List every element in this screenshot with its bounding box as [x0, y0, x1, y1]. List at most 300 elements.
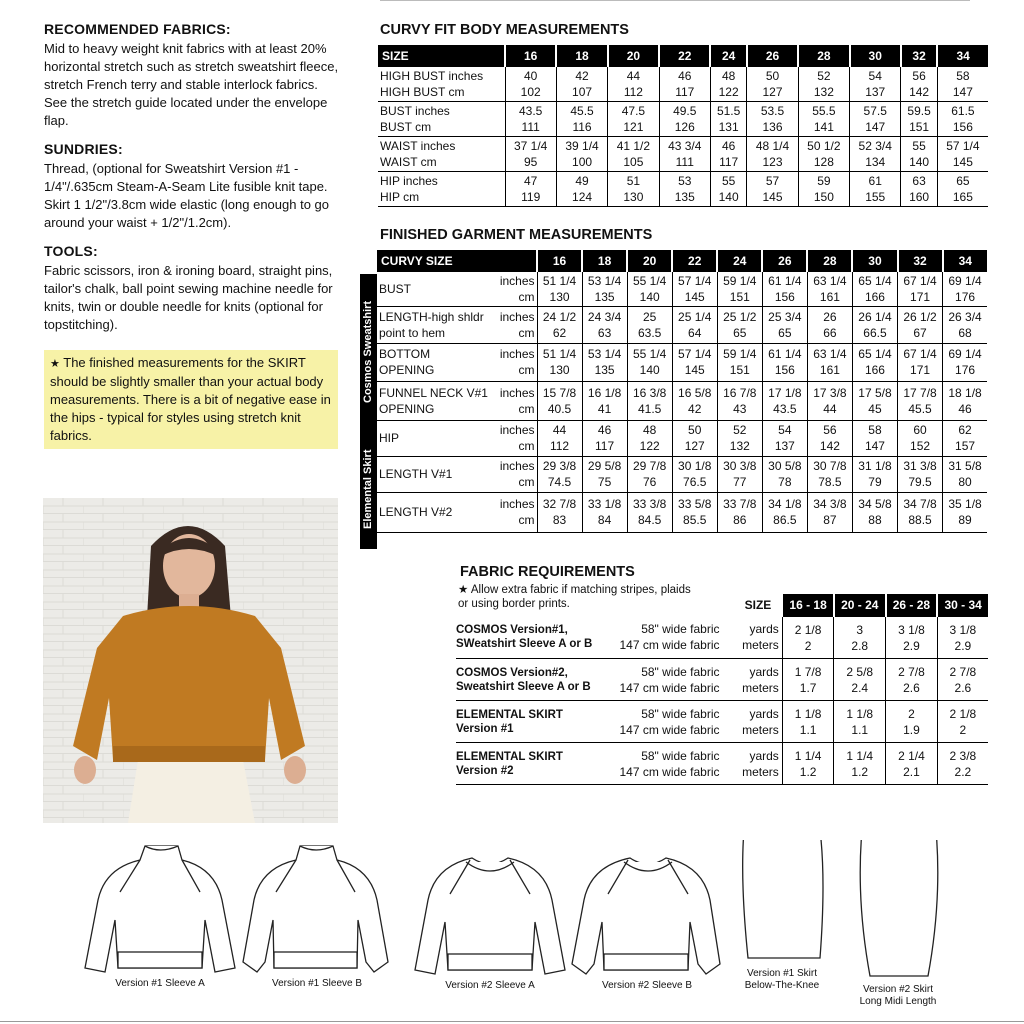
cell-value: 44: [823, 401, 837, 416]
cell-value: 147 cm wide fabric: [619, 680, 720, 695]
cell-value: 57 1/4: [678, 347, 712, 361]
table-cell: [943, 492, 987, 532]
cell-value: 130: [623, 190, 644, 204]
cell-value: 1.2: [799, 764, 817, 779]
table-cell: [556, 172, 607, 207]
cell-value: 78.5: [818, 475, 842, 489]
garment-name: [456, 701, 613, 743]
table-cell: [717, 381, 762, 420]
table-cell: [852, 456, 897, 492]
skirt-v1-drawing: [743, 840, 823, 958]
cell-value: 26 3/4: [948, 309, 982, 324]
table-cell: [898, 272, 943, 306]
row-label: [377, 420, 491, 456]
cell-value: BOTTOM: [379, 347, 431, 361]
table-cell: [762, 456, 807, 492]
cell-value: 25 3/4: [768, 309, 802, 324]
table-cell: [556, 102, 607, 137]
cell-value: 62: [958, 423, 972, 437]
cell-value: 26: [823, 309, 837, 324]
caption-skirt-v1-line1: Version #1 Skirt: [746, 968, 818, 979]
cell-value: 56: [823, 423, 837, 437]
cell-value: 2: [804, 638, 812, 653]
table-cell: [898, 456, 943, 492]
cell-value: 124: [572, 190, 593, 204]
cell-value: 127: [684, 439, 705, 453]
cell-value: 65: [956, 174, 970, 188]
cell-value: 45.5: [908, 401, 932, 416]
cell-value: 74.5: [547, 475, 572, 489]
cell-value: 100: [572, 155, 593, 169]
table-cell: [717, 420, 762, 456]
cell-value: 84.5: [637, 513, 662, 527]
cell-value: 2 7/8: [898, 664, 925, 679]
cell-value: yards: [749, 622, 779, 637]
star-icon: ★: [50, 358, 60, 370]
table-cell: [505, 67, 556, 102]
table-cell: [850, 67, 901, 102]
cell-value: 41 1/2: [616, 139, 651, 153]
table-row: [378, 137, 988, 172]
model-photo: [43, 498, 338, 823]
table-row: [378, 67, 988, 102]
table-cell: [782, 743, 834, 785]
cell-value: 53: [678, 174, 692, 188]
cell-value: 51: [626, 174, 641, 188]
cell-value: WAIST inches: [380, 139, 456, 153]
cell-value: 135: [674, 190, 695, 204]
table-cell: [556, 137, 607, 172]
cell-value: inches: [499, 309, 535, 324]
table-cell: [807, 381, 852, 420]
table-cell: [717, 343, 762, 381]
fabrics-title: RECOMMENDED FABRICS:: [44, 21, 231, 37]
cell-value: 126: [674, 120, 695, 134]
cell-value: SWeatshirt Sleeve A or B: [456, 638, 593, 651]
row-unit: [724, 617, 783, 659]
table-cell: [898, 492, 943, 532]
cell-value: LENGTH V#2: [379, 505, 453, 519]
table-cell: [886, 617, 938, 659]
cell-value: ELEMENTAL SKIRT: [456, 750, 563, 763]
cell-value: 52 3/4: [858, 139, 892, 153]
table-cell: [717, 272, 762, 306]
cell-value: 65 1/4: [858, 347, 892, 361]
cell-value: 2 1/8: [949, 706, 977, 721]
cell-value: cm: [518, 401, 535, 416]
table-cell: [886, 743, 938, 785]
cell-value: 2: [959, 722, 967, 737]
table-cell: [505, 172, 556, 207]
cell-value: 69 1/4: [948, 273, 982, 288]
cell-value: 33 5/8: [678, 497, 712, 511]
cell-value: 59: [817, 174, 831, 188]
row-unit: [491, 456, 537, 492]
fabric-width: [613, 659, 724, 701]
cell-value: 122: [718, 85, 739, 99]
star-icon: ★: [458, 584, 469, 596]
cell-value: LENGTH V#1: [379, 467, 453, 481]
cell-value: 123: [762, 155, 783, 169]
table-cell: [943, 343, 987, 381]
cell-value: 53 1/4: [587, 273, 622, 288]
table-cell: [582, 343, 627, 381]
cell-value: meters: [742, 680, 779, 695]
table-cell: [937, 172, 988, 207]
table-row: [378, 172, 988, 207]
table-row: [377, 456, 987, 492]
cell-value: 95: [524, 155, 538, 169]
table-cell: [807, 306, 852, 343]
cell-value: 51.5: [716, 104, 741, 118]
cell-value: 152: [910, 439, 931, 453]
cell-value: 89: [958, 513, 972, 527]
cell-value: 50: [765, 69, 780, 83]
row-label: [378, 67, 505, 102]
cell-value: 111: [521, 120, 540, 134]
cell-value: meters: [742, 722, 779, 737]
cell-value: 112: [549, 439, 570, 453]
table-cell: [582, 272, 627, 306]
table-cell: [710, 172, 746, 207]
cell-value: 156: [774, 289, 795, 304]
table-cell: [710, 67, 746, 102]
cell-value: 135: [594, 363, 615, 377]
cell-value: Version #2: [456, 764, 514, 777]
table-cell: [852, 492, 897, 532]
cell-value: 2.9: [954, 638, 972, 653]
cell-value: 86.5: [773, 513, 797, 527]
cell-value: 116: [572, 120, 592, 134]
cell-value: 67 1/4: [903, 273, 937, 288]
size-column-header: 32: [898, 250, 943, 272]
cell-value: 3 1/8: [949, 622, 977, 637]
cell-value: 68: [958, 325, 972, 340]
caption-v2-sleeve-a: Version #2 Sleeve A: [445, 980, 535, 991]
table-cell: [710, 102, 746, 137]
table-cell: [782, 617, 834, 659]
size-column-header: 20 - 24: [834, 594, 886, 617]
table-cell: [747, 102, 798, 137]
cell-value: 31 5/8: [948, 459, 982, 473]
cell-value: 48: [642, 423, 657, 437]
cell-value: 17 5/8: [858, 385, 892, 400]
cell-value: 2 7/8: [949, 664, 977, 679]
elemental-skirt-section-label: Elemental Skirt: [360, 430, 377, 549]
row-label: [377, 272, 491, 306]
row-label: [377, 343, 491, 381]
cell-value: 3 1/8: [898, 622, 925, 637]
cell-value: 17 1/8: [768, 385, 802, 400]
cell-value: 18 1/8: [948, 385, 982, 400]
table-cell: [672, 492, 717, 532]
cell-value: 2 1/4: [898, 748, 925, 763]
size-column-header: 28: [798, 45, 849, 67]
body-measurements-table: [378, 45, 988, 207]
table-cell: [798, 67, 849, 102]
cosmos-sweatshirt-section-label: Cosmos Sweatshirt: [360, 274, 377, 430]
garment-measurements-title: FINISHED GARMENT MEASUREMENTS: [380, 227, 653, 243]
table-cell: [898, 420, 943, 456]
size-column-header: 18: [556, 45, 607, 67]
table-cell: [901, 172, 937, 207]
cell-value: 15 7/8: [542, 385, 577, 400]
cell-value: 25 1/2: [723, 309, 757, 324]
table-cell: [834, 617, 886, 659]
cell-value: 55 1/4: [632, 347, 667, 361]
size-header: SIZE: [378, 45, 505, 67]
cell-value: 102: [520, 85, 541, 99]
cell-value: 40.5: [547, 401, 572, 416]
cell-value: 88: [868, 513, 882, 527]
cell-value: 2 1/8: [794, 622, 822, 637]
table-cell: [505, 102, 556, 137]
cell-value: 65: [733, 325, 747, 340]
row-label: [378, 137, 505, 172]
table-row: [456, 701, 988, 743]
garment-measurements-table: [377, 250, 987, 533]
cell-value: 52: [817, 69, 831, 83]
size-column-header: 18: [582, 250, 627, 272]
cell-value: 61 1/4: [768, 273, 802, 288]
cell-value: 48: [721, 69, 736, 83]
cell-value: 1 1/8: [794, 706, 822, 721]
size-column-header: 32: [901, 45, 937, 67]
cell-value: 40: [524, 69, 538, 83]
cell-value: cm: [518, 439, 535, 453]
row-label: [377, 492, 491, 532]
size-column-header: 26: [762, 250, 807, 272]
cell-value: 41: [597, 401, 612, 416]
table-cell: [807, 343, 852, 381]
cell-value: 166: [864, 363, 885, 377]
cell-value: 65 1/4: [858, 273, 892, 288]
table-row: [377, 343, 987, 381]
table-cell: [659, 172, 710, 207]
cell-value: 147 cm wide fabric: [619, 722, 720, 737]
cell-value: FUNNEL NECK V#1: [379, 385, 488, 400]
row-label: [378, 102, 505, 137]
cell-value: 134: [865, 155, 886, 169]
cell-value: 140: [639, 363, 660, 377]
cell-value: 51 1/4: [542, 273, 577, 288]
garment-name: [456, 617, 613, 659]
cell-value: 63 1/4: [813, 273, 847, 288]
cell-value: yards: [749, 706, 779, 721]
cell-value: 67: [913, 325, 927, 340]
table-cell: [937, 743, 988, 785]
bottom-rule: [0, 1021, 1024, 1022]
size-column-header: 24: [717, 250, 762, 272]
skirt-note: [44, 350, 338, 449]
table-row: [377, 306, 987, 343]
cell-value: 41.5: [637, 401, 662, 416]
cell-value: 33 1/8: [587, 497, 622, 511]
fabric-requirements-table: [456, 594, 988, 785]
cell-value: 105: [623, 155, 644, 169]
cell-value: 58: [956, 69, 970, 83]
cell-value: 65: [778, 325, 792, 340]
table-cell: [852, 420, 897, 456]
cell-value: 137: [865, 85, 886, 99]
cell-value: 151: [909, 120, 930, 134]
table-cell: [717, 456, 762, 492]
table-cell: [898, 343, 943, 381]
cell-value: 55.5: [812, 104, 836, 118]
table-cell: [762, 492, 807, 532]
table-cell: [627, 306, 672, 343]
table-cell: [608, 172, 659, 207]
table-cell: [782, 701, 834, 743]
cell-value: 50: [688, 423, 702, 437]
caption-skirt-v2-line1: Version #2 Skirt: [862, 984, 934, 995]
table-cell: [937, 701, 988, 743]
cell-value: 119: [521, 190, 541, 204]
table-header-row: [378, 45, 988, 67]
row-unit: [491, 343, 537, 381]
cell-value: COSMOS Version#1,: [456, 624, 568, 637]
cell-value: 1.1: [799, 722, 817, 737]
sweatshirt-v2-sleeve-a-drawing: [415, 858, 565, 974]
cell-value: 140: [718, 190, 739, 204]
garment-name: [456, 743, 613, 785]
cell-value: 58" wide fabric: [641, 664, 720, 679]
cell-value: LENGTH-high shldr: [379, 309, 484, 324]
cell-value: BUST cm: [380, 120, 432, 134]
table-cell: [901, 102, 937, 137]
cell-value: 53.5: [760, 104, 785, 118]
table-cell: [850, 137, 901, 172]
table-cell: [943, 306, 987, 343]
fabric-width: [613, 617, 724, 659]
cell-value: 45.5: [570, 104, 594, 118]
cell-value: 16 5/8: [678, 385, 712, 400]
cell-value: 145: [762, 190, 783, 204]
table-row: [378, 102, 988, 137]
cell-value: 151: [729, 363, 750, 377]
cell-value: 58" wide fabric: [641, 622, 720, 637]
cell-value: 44: [626, 69, 641, 83]
row-unit: [724, 701, 783, 743]
cell-value: HIGH BUST inches: [380, 69, 484, 83]
cell-value: 161: [819, 289, 840, 304]
cell-value: yards: [749, 664, 779, 679]
cell-value: 43: [733, 401, 747, 416]
table-row: [456, 743, 988, 785]
cell-value: 35 1/8: [948, 497, 982, 511]
cell-value: 17 3/8: [813, 385, 847, 400]
size-column-header: 26 - 28: [886, 594, 938, 617]
cell-value: 59 1/4: [723, 273, 757, 288]
cell-value: 83: [552, 513, 567, 527]
top-rule: [380, 0, 970, 1]
cell-value: 2.6: [903, 680, 920, 695]
table-cell: [850, 172, 901, 207]
caption-v1-sleeve-a: Version #1 Sleeve A: [115, 978, 205, 989]
cell-value: 54: [778, 423, 792, 437]
table-cell: [834, 701, 886, 743]
table-cell: [886, 701, 938, 743]
flat-drawings: [0, 840, 1024, 990]
cell-value: 29 3/8: [542, 459, 577, 473]
cell-value: 30 3/8: [723, 459, 757, 473]
cell-value: 1 1/8: [846, 706, 874, 721]
cell-value: 79.5: [908, 475, 932, 489]
table-cell: [798, 172, 849, 207]
table-cell: [937, 617, 988, 659]
cell-value: 58" wide fabric: [641, 748, 720, 763]
cell-value: 160: [909, 190, 930, 204]
table-cell: [747, 67, 798, 102]
cell-value: 84: [597, 513, 612, 527]
cell-value: 52: [733, 423, 747, 437]
caption-skirt-v1-line2: Below-The-Knee: [744, 980, 820, 991]
size-column-header: 16: [505, 45, 556, 67]
cell-value: HIP: [379, 431, 400, 445]
cell-value: 156: [774, 363, 795, 377]
size-column-header: 34: [937, 45, 988, 67]
table-cell: [834, 743, 886, 785]
table-cell: [672, 381, 717, 420]
cell-value: 30 7/8: [813, 459, 847, 473]
cell-value: 46: [721, 139, 736, 153]
cell-value: 55 1/4: [632, 273, 667, 288]
sweatshirt-v2-sleeve-b-drawing: [572, 858, 720, 974]
cell-value: 61: [868, 174, 882, 188]
cell-value: 39 1/4: [565, 139, 599, 153]
cell-value: 2.2: [954, 764, 972, 779]
cell-value: 57 1/4: [678, 273, 712, 288]
cell-value: 34 1/8: [768, 497, 802, 511]
cell-value: 176: [955, 289, 976, 304]
cell-value: 147 cm wide fabric: [619, 638, 720, 653]
cell-value: inches: [499, 273, 535, 288]
table-row: [377, 492, 987, 532]
cell-value: 132: [813, 85, 834, 99]
cell-value: 1.9: [903, 722, 920, 737]
cell-value: 17 7/8: [903, 385, 937, 400]
table-cell: [886, 659, 938, 701]
cell-value: 140: [909, 155, 930, 169]
table-cell: [798, 137, 849, 172]
cell-value: 32 7/8: [542, 497, 577, 511]
table-cell: [627, 272, 672, 306]
cell-value: yards: [749, 748, 779, 763]
cell-value: 2: [908, 706, 915, 721]
cell-value: 26 1/4: [858, 309, 892, 324]
cell-value: 54: [868, 69, 882, 83]
cell-value: 37 1/4: [513, 139, 548, 153]
cell-value: 112: [623, 85, 643, 99]
table-cell: [943, 420, 987, 456]
sweatshirt-v1-sleeve-a-drawing: [85, 846, 235, 972]
sundries-text: Thread, (optional for Sweatshirt Version #1 - 1/4"/.635cm Steam-A-Seam Lite fusible knit tape. Skirt 1 1/2"/3.8cm wide elastic (long enough to go around your waist + 1/2"/1.2cm).: [44, 161, 329, 230]
cell-value: inches: [499, 497, 535, 511]
cell-value: 2.1: [903, 764, 920, 779]
cell-value: 29 5/8: [587, 459, 622, 473]
size-column-header: 16 - 18: [782, 594, 834, 617]
cell-value: 130: [549, 289, 570, 304]
cell-value: 140: [639, 289, 660, 304]
cell-value: 117: [595, 439, 615, 453]
table-row: [456, 617, 988, 659]
cell-value: 56: [912, 69, 926, 83]
table-cell: [582, 381, 627, 420]
table-cell: [710, 137, 746, 172]
table-cell: [901, 67, 937, 102]
cell-value: 145: [952, 155, 973, 169]
cell-value: 161: [819, 363, 840, 377]
